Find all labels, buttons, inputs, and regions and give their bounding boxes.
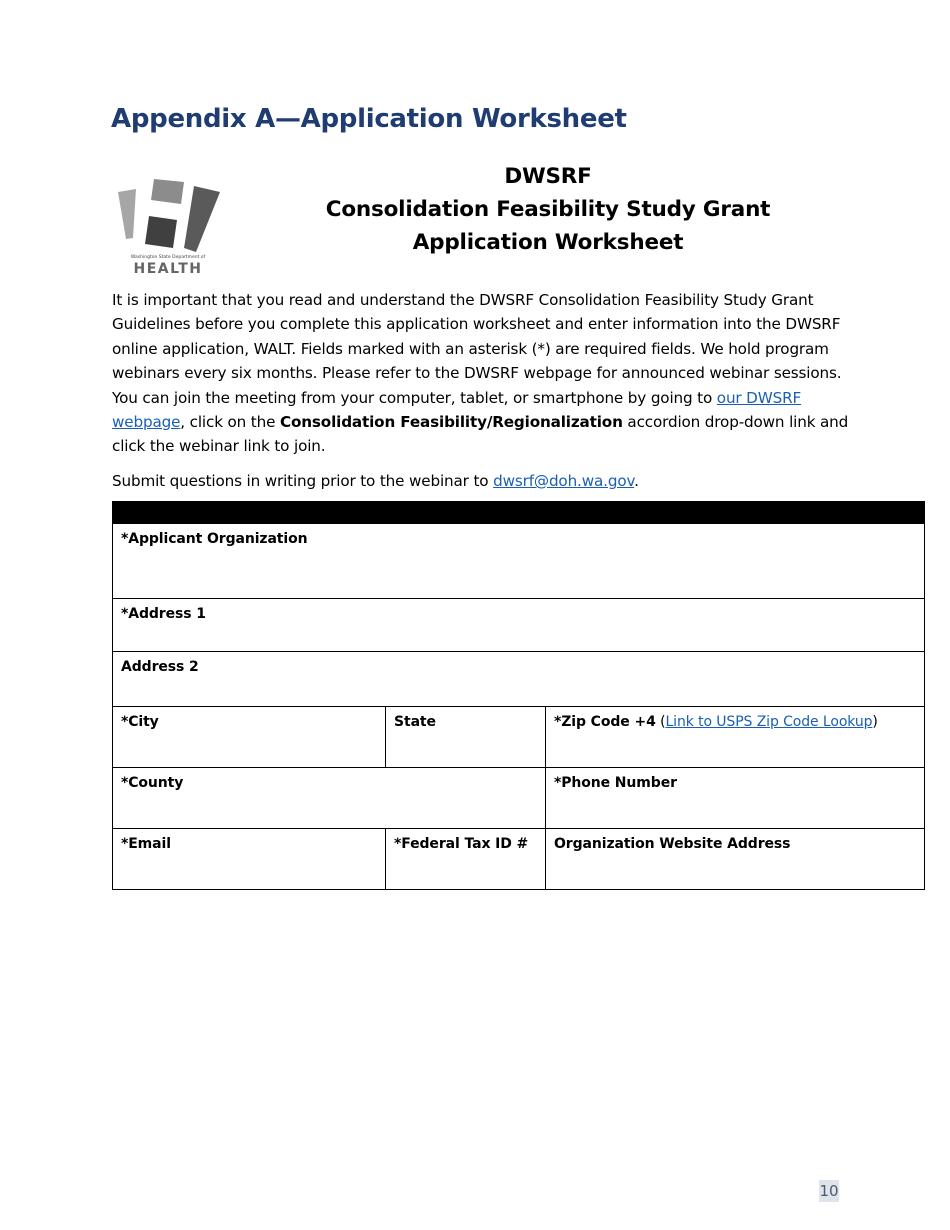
website-label: Organization Website Address xyxy=(554,836,791,852)
table-row xyxy=(113,524,925,599)
address1-field[interactable] xyxy=(113,599,925,652)
table-row xyxy=(113,652,925,707)
logo-wordmark: HEALTH xyxy=(133,261,203,277)
applicant-organization-label: *Applicant Organization xyxy=(121,531,308,547)
title-line-1: DWSRF xyxy=(504,164,592,189)
zip-label: *Zip Code +4 xyxy=(554,714,656,730)
phone-label: *Phone Number xyxy=(554,775,677,791)
address2-field[interactable] xyxy=(113,652,925,707)
table-row xyxy=(113,707,925,768)
address1-label: *Address 1 xyxy=(121,606,206,622)
logo-block-top xyxy=(151,179,184,204)
table-row xyxy=(113,829,925,890)
intro-paragraph xyxy=(112,288,852,459)
submit-paragraph xyxy=(112,469,852,493)
submit-text: Submit questions in writing prior to the webinar to xyxy=(112,472,494,490)
zip-field[interactable] xyxy=(546,707,925,768)
logo-block-right xyxy=(184,186,220,252)
city-label: *City xyxy=(121,714,159,730)
usps-zip-lookup-link[interactable]: Link to USPS Zip Code Lookup xyxy=(665,714,873,730)
county-field[interactable] xyxy=(113,768,546,829)
page-number: 10 xyxy=(819,1182,839,1200)
logo-caption: Washington State Department of xyxy=(130,255,206,260)
county-label: *County xyxy=(121,775,184,791)
intro-text-3: accordion drop-down link and click the webinar link to join. xyxy=(112,413,849,456)
federal-tax-id-label: *Federal Tax ID # xyxy=(394,836,529,852)
title-line-2: Consolidation Feasibility Study Grant xyxy=(325,197,771,222)
dwsrf-webpage-link[interactable]: our DWSRF webpage xyxy=(112,388,802,432)
zip-paren-open: ( xyxy=(655,714,666,730)
table-row xyxy=(113,599,925,652)
email-label: *Email xyxy=(121,836,171,852)
email-link[interactable]: dwsrf@doh.wa.gov xyxy=(493,472,635,490)
application-form-table xyxy=(112,501,925,890)
submit-end: . xyxy=(634,472,639,490)
phone-field[interactable] xyxy=(546,768,925,829)
zip-paren-close: ) xyxy=(872,714,878,730)
email-field[interactable] xyxy=(113,829,386,890)
page-heading: Appendix A—Application Worksheet xyxy=(111,104,627,134)
website-field[interactable] xyxy=(546,829,925,890)
city-field[interactable] xyxy=(113,707,386,768)
table-row xyxy=(113,768,925,829)
logo-block-middle xyxy=(145,216,177,248)
worksheet-title xyxy=(300,160,796,259)
applicant-organization-field[interactable] xyxy=(113,524,925,599)
state-label: State xyxy=(394,714,436,730)
title-line-3: Application Worksheet xyxy=(412,230,684,255)
table-header-bar xyxy=(113,502,925,524)
logo-block-left xyxy=(118,189,136,239)
intro-text-1: It is important that you read and understand the DWSRF Consolidation Feasibility Study Grant Guidelines before you complete this application worksheet and enter information into the DWSRF online application, WALT. Fields marked with an asterisk (*) are required fields. We hold program webinars every six months. Please refer to the DWSRF webpage for announced webinar sessions. You can join the meeting from your computer, tablet, or smartphone by going to xyxy=(112,291,842,407)
intro-text-2: , click on the xyxy=(180,413,280,432)
state-field[interactable] xyxy=(386,707,546,768)
address2-label: Address 2 xyxy=(121,659,199,675)
intro-bold-text: Consolidation Feasibility/Regionalization xyxy=(279,413,623,432)
federal-tax-id-field[interactable] xyxy=(386,829,546,890)
